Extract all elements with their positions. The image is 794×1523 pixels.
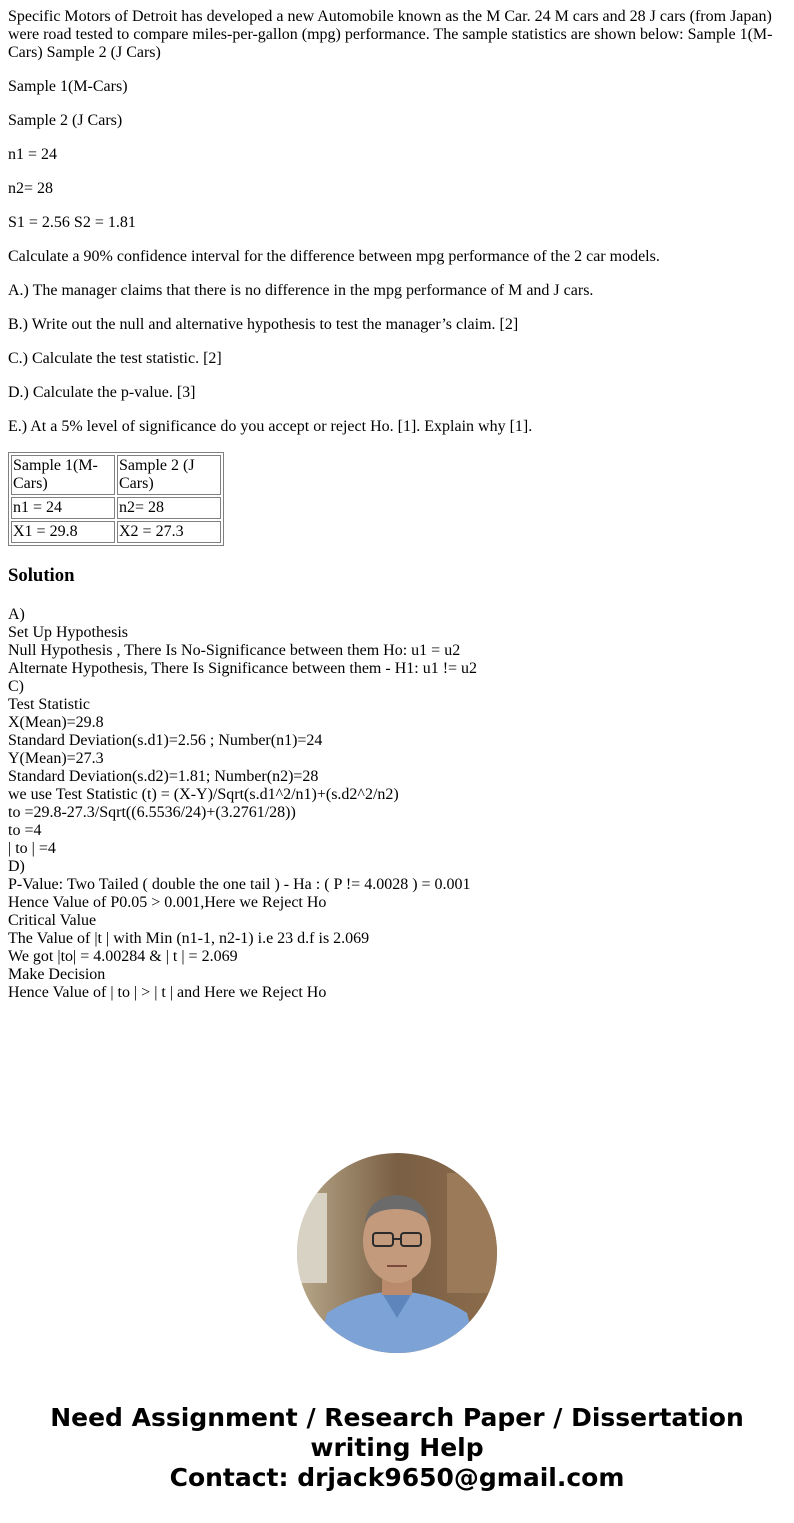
author-avatar bbox=[297, 1153, 497, 1353]
table-cell: X2 = 27.3 bbox=[117, 521, 221, 543]
banner-line: writing Help bbox=[310, 1433, 484, 1462]
solution-line: Null Hypothesis , There Is No-Significance between them Ho: u1 = u2 bbox=[8, 642, 461, 659]
question-line: n1 = 24 bbox=[8, 146, 58, 163]
question-part-b: B.) Write out the null and alternative hypothesis to test the manager’s claim. [2] bbox=[8, 316, 519, 333]
solution-line: | to | =4 bbox=[8, 840, 56, 857]
question-line: S1 = 2.56 S2 = 1.81 bbox=[8, 214, 136, 231]
question-line: n2= 28 bbox=[8, 180, 54, 197]
solution-line: Test Statistic bbox=[8, 696, 90, 713]
solution-line: to =29.8-27.3/Sqrt((6.5536/24)+(3.2761/28)) bbox=[8, 804, 296, 821]
question-line: Sample 2 (J Cars) bbox=[8, 112, 123, 129]
solution-line: Hence Value of | to | > | t | and Here we Reject Ho bbox=[8, 984, 327, 1001]
solution-line: Y(Mean)=27.3 bbox=[8, 750, 104, 767]
solution-line: X(Mean)=29.8 bbox=[8, 714, 104, 731]
author-portrait-image bbox=[297, 1153, 497, 1353]
solution-line: Standard Deviation(s.d2)=1.81; Number(n2)=28 bbox=[8, 768, 319, 785]
table-row bbox=[11, 455, 221, 495]
solution-line: Hence Value of P0.05 > 0.001,Here we Reject Ho bbox=[8, 894, 327, 911]
table-cell: Sample 2 (J Cars) bbox=[117, 455, 221, 495]
question-intro: Specific Motors of Detroit has developed a new Automobile known as the M Car. 24 M cars and 28 J cars (from Japan) were road tested to compare miles-per-gallon (mpg) performance. The sample statistics are shown below: Sample 1(M-Cars) Sample 2 (J Cars) bbox=[8, 8, 773, 61]
question-part-a: A.) The manager claims that there is no difference in the mpg performance of M and J cars. bbox=[8, 282, 594, 299]
solution-body bbox=[8, 606, 786, 1002]
solution-line: we use Test Statistic (t) = (X-Y)/Sqrt(s.d1^2/n1)+(s.d2^2/n2) bbox=[8, 786, 399, 803]
table-cell: X1 = 29.8 bbox=[11, 521, 115, 543]
solution-line: Set Up Hypothesis bbox=[8, 624, 128, 641]
question-line: Calculate a 90% confidence interval for the difference between mpg performance of the 2 car models. bbox=[8, 248, 660, 265]
question-part-e: E.) At a 5% level of significance do you accept or reject Ho. [1]. Explain why [1]. bbox=[8, 418, 533, 435]
solution-line: Critical Value bbox=[8, 912, 97, 929]
solution-line: Alternate Hypothesis, There Is Significance between them - H1: u1 != u2 bbox=[8, 660, 478, 677]
question-line: Sample 1(M-Cars) bbox=[8, 78, 128, 95]
question-part-d: D.) Calculate the p-value. [3] bbox=[8, 384, 196, 401]
solution-line: Make Decision bbox=[8, 966, 106, 983]
table-row bbox=[11, 521, 221, 543]
sample-stats-table bbox=[8, 452, 224, 546]
table-cell: Sample 1(M-Cars) bbox=[11, 455, 115, 495]
solution-line: Standard Deviation(s.d1)=2.56 ; Number(n1)=24 bbox=[8, 732, 323, 749]
solution-heading: Solution bbox=[8, 565, 75, 586]
table-row bbox=[11, 497, 221, 519]
contact-email: Contact: drjack9650@gmail.com bbox=[169, 1463, 625, 1492]
solution-line: to =4 bbox=[8, 822, 42, 839]
solution-line: C) bbox=[8, 678, 24, 695]
table-cell: n1 = 24 bbox=[11, 497, 115, 519]
solution-line: We got |to| = 4.00284 & | t | = 2.069 bbox=[8, 948, 238, 965]
solution-line: D) bbox=[8, 858, 25, 875]
question-part-c: C.) Calculate the test statistic. [2] bbox=[8, 350, 222, 367]
table-cell: n2= 28 bbox=[117, 497, 221, 519]
contact-banner bbox=[0, 1403, 794, 1493]
banner-line: Need Assignment / Research Paper / Dissertation bbox=[50, 1403, 744, 1432]
solution-line: P-Value: Two Tailed ( double the one tail ) - Ha : ( P != 4.0028 ) = 0.001 bbox=[8, 876, 471, 893]
solution-line: The Value of |t | with Min (n1-1, n2-1) i.e 23 d.f is 2.069 bbox=[8, 930, 370, 947]
solution-line: A) bbox=[8, 606, 25, 623]
